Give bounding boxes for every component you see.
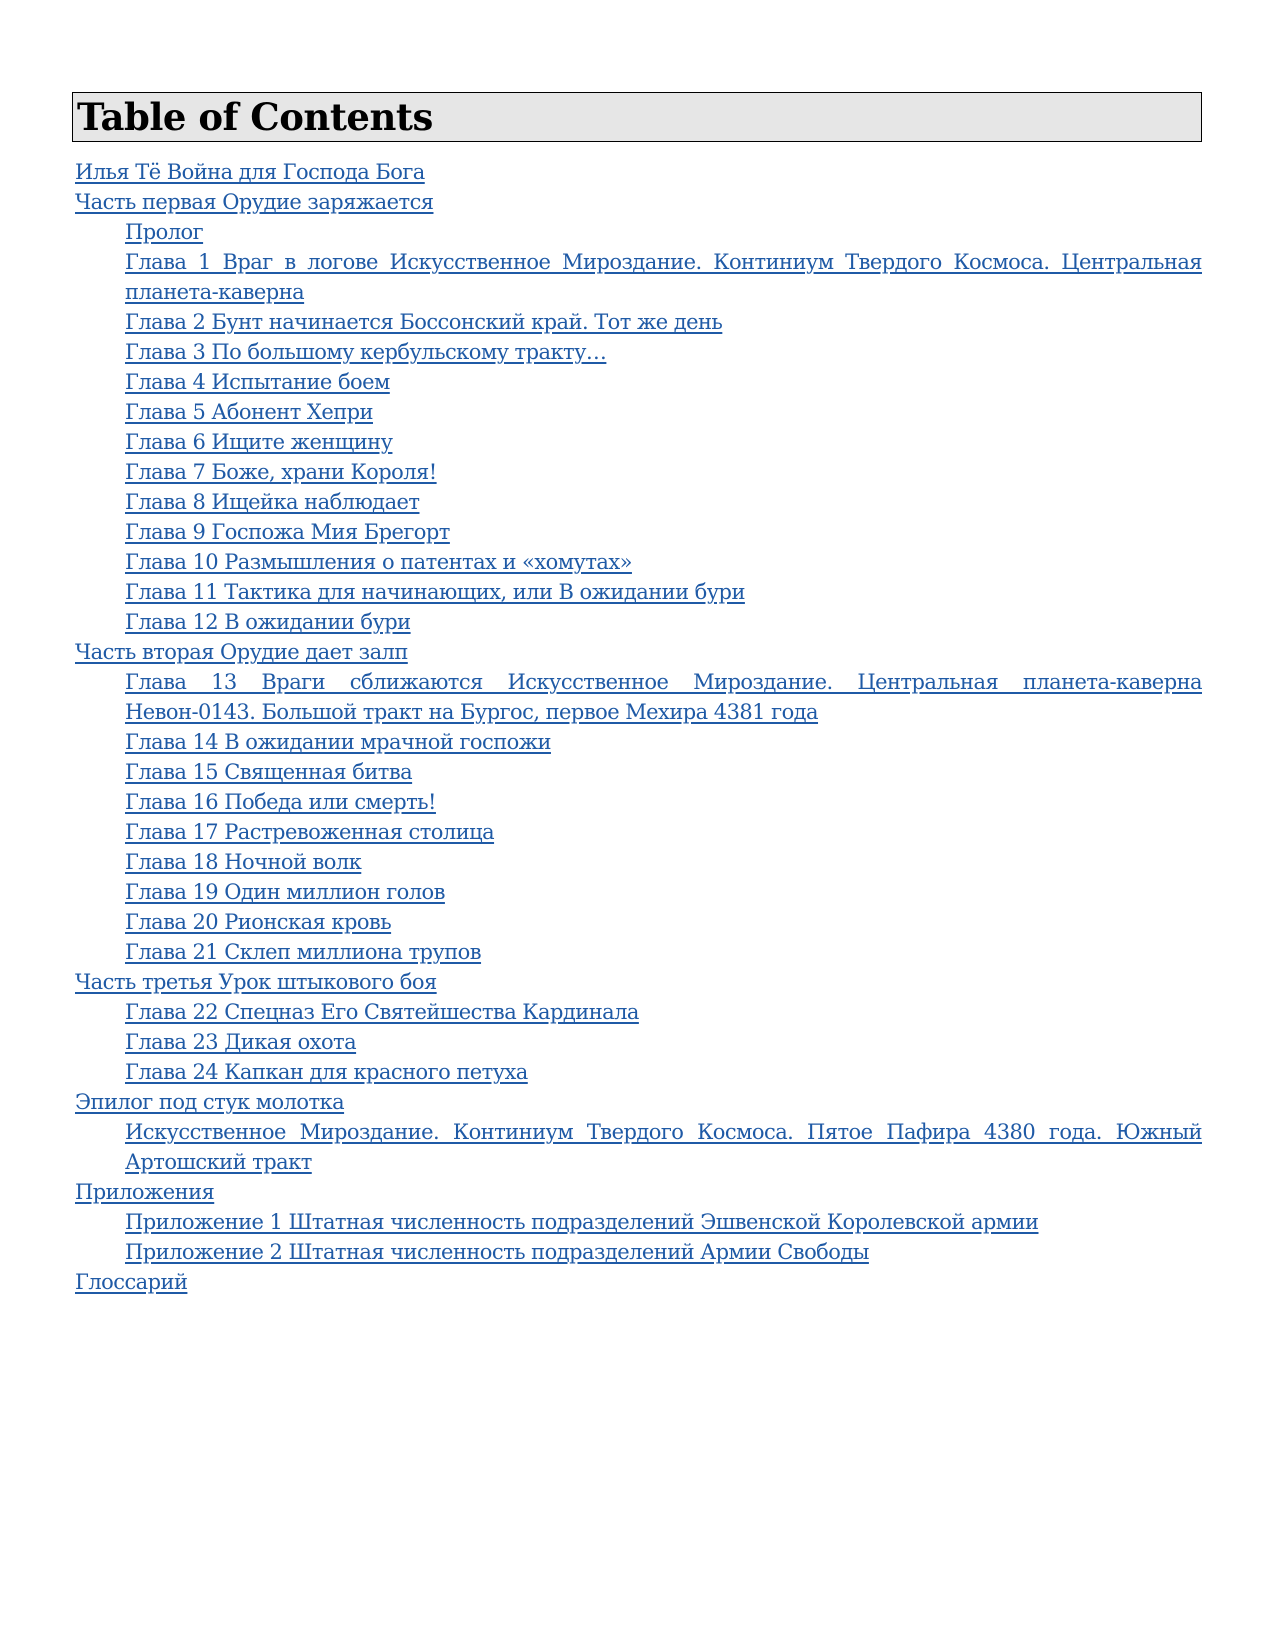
toc-chapter-link[interactable]: Приложение 1 Штатная численность подразделений Эшвенской Королевской армии (125, 1210, 1039, 1234)
toc-part-link[interactable]: Эпилог под стук молотка (75, 1090, 345, 1114)
toc-chapter-link[interactable]: Глава 4 Испытание боем (125, 370, 390, 394)
toc-chapter-link[interactable]: Глава 18 Ночной волк (125, 850, 362, 874)
toc-chapter-link[interactable]: Глава 5 Абонент Хепри (125, 400, 373, 424)
toc-chapter-link[interactable]: Искусственное Мироздание. Континиум Твердого Космоса. Пятое Пафира 4380 года. Южный Артошский тракт (125, 1120, 1202, 1174)
toc-chapter-link[interactable]: Глава 6 Ищите женщину (125, 430, 393, 454)
toc-part-link[interactable]: Часть первая Орудие заряжается (75, 190, 434, 214)
toc-chapter-link[interactable]: Глава 23 Дикая охота (125, 1030, 357, 1054)
toc-chapter-link[interactable]: Глава 22 Спецназ Его Святейшества Кардинала (125, 1000, 639, 1024)
toc-chapter-link[interactable]: Глава 20 Рионская кровь (125, 910, 392, 934)
toc-part-link[interactable]: Глоссарий (75, 1270, 188, 1294)
toc-chapter-link[interactable]: Глава 19 Один миллион голов (125, 880, 445, 904)
toc-part-link[interactable]: Часть третья Урок штыкового боя (75, 970, 437, 994)
toc-chapter-link[interactable]: Глава 11 Тактика для начинающих, или В ожидании бури (125, 580, 745, 604)
toc-chapter-link[interactable]: Глава 12 В ожидании бури (125, 610, 411, 634)
toc-chapter-link[interactable]: Глава 15 Священная битва (125, 760, 413, 784)
document-page (72, 92, 1202, 1297)
toc-list (72, 157, 1202, 1297)
toc-chapter-link[interactable]: Глава 8 Ищейка наблюдает (125, 490, 420, 514)
toc-part-link[interactable]: Приложения (75, 1180, 215, 1204)
toc-chapter-link[interactable]: Глава 13 Враги сближаются Искусственное Мироздание. Центральная планета-каверна Невон-0143. Большой тракт на Бургос, первое Мехира 4381 года (125, 670, 1202, 724)
toc-chapter-link[interactable]: Приложение 2 Штатная численность подразделений Армии Свободы (125, 1240, 869, 1264)
toc-chapter-link[interactable]: Глава 9 Госпожа Мия Брегорт (125, 520, 450, 544)
toc-chapter-link[interactable]: Глава 1 Враг в логове Искусственное Мироздание. Континиум Твердого Космоса. Центральная планета-каверна (125, 250, 1202, 304)
toc-chapter-link[interactable]: Глава 14 В ожидании мрачной госпожи (125, 730, 551, 754)
toc-chapter-link[interactable]: Глава 3 По большому кербульскому тракту… (125, 340, 607, 364)
toc-chapter-link[interactable]: Пролог (125, 220, 204, 244)
toc-chapter-link[interactable]: Глава 21 Склеп миллиона трупов (125, 940, 482, 964)
toc-chapter-link[interactable]: Глава 24 Капкан для красного петуха (125, 1060, 528, 1084)
toc-chapter-link[interactable]: Глава 10 Размышления о патентах и «хомутах» (125, 550, 632, 574)
toc-part-link[interactable]: Часть вторая Орудие дает залп (75, 640, 408, 664)
toc-chapter-link[interactable]: Глава 17 Растревоженная столица (125, 820, 495, 844)
toc-chapter-link[interactable]: Глава 7 Боже, храни Короля! (125, 460, 437, 484)
toc-chapter-link[interactable]: Глава 16 Победа или смерть! (125, 790, 436, 814)
toc-part-link[interactable]: Илья Тё Война для Господа Бога (75, 160, 425, 184)
toc-chapter-link[interactable]: Глава 2 Бунт начинается Боссонский край. Тот же день (125, 310, 723, 334)
page-title: Table of Contents (77, 94, 433, 139)
toc-header (72, 92, 1202, 142)
